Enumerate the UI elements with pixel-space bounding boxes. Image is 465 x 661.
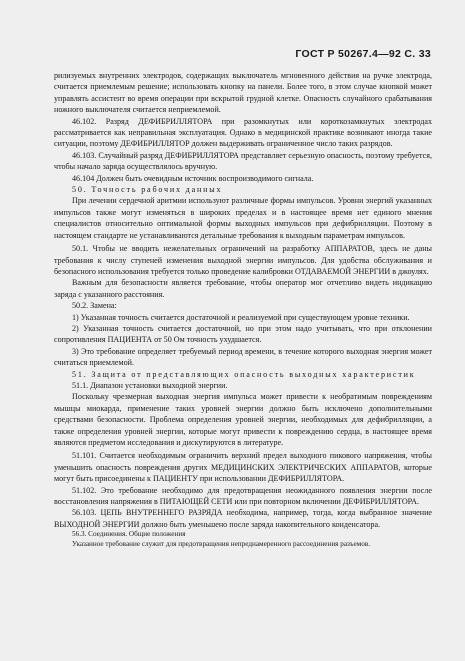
paragraph: Указанное требование служит для предотвращения непреднамеренного рассоединения разъемов. [72, 539, 371, 548]
paragraph: рилизуемых внутренних электродов, содержащих выключатель мгновенного действия на ручке электрода, считается приемлемым решение; использовать кнопку на панели. Более того, в этом случае кнопкой может управлять ассистент во время операции при вскрытой грудной клетке. Опасность случайного срабатывания ножного выключателя считается неприемлемой. [54, 71, 432, 115]
paragraph: 2) Указанная точность считается достаточной, но при этом надо учитывать, что при отклонении сопротивления ПАЦИЕНТА от 50 Ом точность ухудшается. [54, 323, 432, 345]
paragraph: 50.1. Чтобы не вводить нежелательных ограничений на разработку АППАРАТОВ, здесь не даны требования к числу ступеней изменения выходной энергии импульсов. Для удобства обслуживания и безопасного использования требуется только проведение калибровки ОТДАВАЕМОЙ ЭНЕРГИИ в джоулях. [54, 244, 432, 276]
document-body [54, 70, 432, 549]
paragraph: 46.103. Случайный разряд ДЕФИБРИЛЛЯТОРА представляет серьезную опасность, поэтому требуется, чтобы начало заряда осуществлялось вручную. [54, 150, 432, 172]
paragraph: 56.3. Соединения. Общие положения [72, 530, 186, 539]
paragraph: 1) Указанная точность считается достаточной и реализуемой при существующем уровне техники. [72, 312, 410, 322]
paragraph: Важным для безопасности является требование, чтобы оператор мог отчетливо видеть индикацию заряда с указанного расстояния. [54, 278, 432, 299]
paragraph: При лечении сердечной аритмии используют различные формы импульсов. Уровни энергий указанных импульсов также могут изменяться в широких пределах и в настоящее время нет единого мнения специалистов относительно оптимальной формы выходных импульсов при дефибрилляции. Поэтому в настоящем стандарте не устанавливаются детальные требования к выходным параметрам импульсов. [54, 196, 432, 240]
page-header: ГОСТ Р 50267.4—92 С. 33 [295, 48, 431, 60]
paragraph: 46.102. Разряд ДЕФИБРИЛЛЯТОРА при разомкнутых или короткозамкнутых электродах рассматривается как неправильная эксплуатация. Однако в медицинской практике возникают иногда такие ситуации, поэтому ДЕФИБРИЛЛЯТОР должен выдерживать ограниченное число таких разрядов. [54, 116, 432, 149]
paragraph: 50.2. Замена: [72, 301, 117, 311]
paragraph: 50. Точность рабочих данных [72, 185, 223, 195]
paragraph: 3) Это требование определяет требуемый период времени, в течение которого выходная энергия может считаться приемлемой. [54, 346, 432, 368]
paragraph: 51.1. Диапазон установки выходной энергии. [72, 380, 228, 390]
paragraph: 51. Защита от представляющих опасность выходных характеристик [72, 369, 416, 379]
paragraph: 51.102. Это требование необходимо для предотвращения неожиданного появления энергии после восстановления напряжения в ПИТАЮЩЕЙ СЕТИ или при повторном включении ДЕФИБРИЛЛЯТОРА. [54, 485, 432, 507]
paragraph: 56.103. ЦЕПЬ ВНУТРЕННЕГО РАЗРЯДА необходима, например, тогда, когда выбранное значение ВЫХОДНОЙ ЭНЕРГИИ должно быть уменьшено после заряда накопительного конденсатора. [54, 508, 432, 529]
paragraph: Поскольку чрезмерная выходная энергия импульса может привести к необратимым повреждениям мышцы миокарда, применение таких уровней энергии должно быть исключено дополнительными средствами безопасности. Проблема определения уровней энергии, необходимых для дефибрилляции, а также определения уровней энергии, которые могут привести к повреждению сердца, в настоящее время являются предметом исследования и дискутируются в литературе. [54, 392, 432, 447]
paragraph: 51.101. Считается необходимым ограничить верхний предел выходного пикового напряжения, чтобы уменьшить опасность повреждения других МЕДИЦИНСКИХ ЭЛЕКТРИЧЕСКИХ АППАРАТОВ, которые могут быть присоединены к ПАЦИЕНТУ при использовании ДЕФИБРИЛЛЯТОРА. [54, 451, 432, 484]
paragraph: 46.104 Должен быть очевидным источник воспроизводимого сигнала. [72, 173, 314, 183]
